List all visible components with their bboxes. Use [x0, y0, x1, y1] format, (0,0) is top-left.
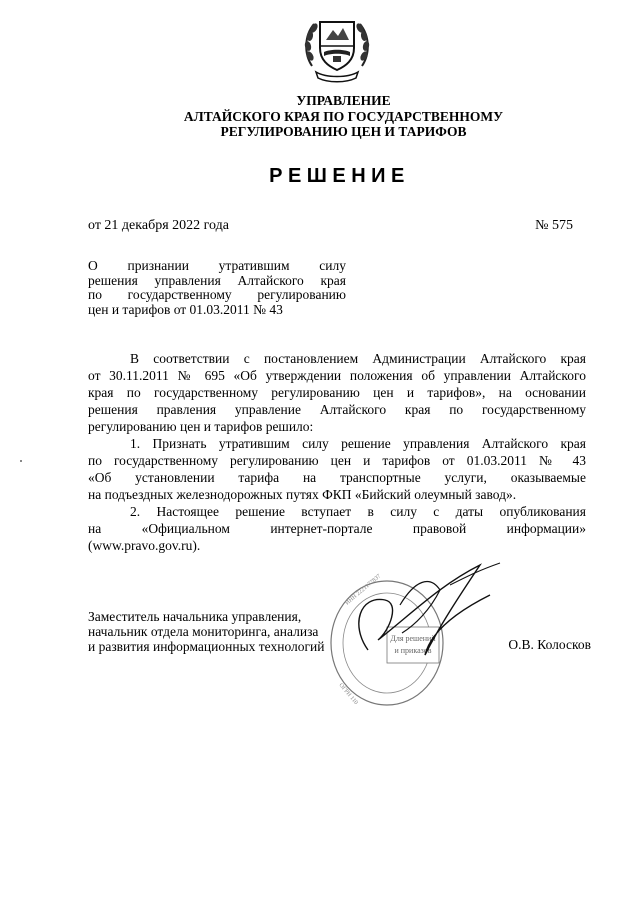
svg-text:ОГРН 110: ОГРН 110: [337, 682, 359, 707]
subject-line: по государственному регулированию: [88, 287, 346, 302]
body-line: 2. Настоящее решение вступает в силу с даты опубликования: [130, 504, 586, 519]
body-line: на подъездных железнодорожных путях ФКП «Бийский олеумный завод».: [88, 487, 517, 502]
body-line: 1. Признать утратившим силу решение управления Алтайского края: [130, 436, 586, 451]
signatory-name: О.В. Колосков: [508, 637, 591, 652]
position-line: Заместитель начальника управления,: [88, 609, 302, 624]
document-body: [88, 350, 586, 554]
org-line-2: АЛТАЙСКОГО КРАЯ ПО ГОСУДАРСТВЕННОМУ: [183, 108, 504, 124]
subject-line: О признании утратившим силу: [88, 258, 346, 273]
document-number: № 575: [535, 218, 573, 233]
body-line: (www.pravo.gov.ru).: [88, 538, 201, 553]
svg-text:Для решений: Для решений: [390, 634, 436, 643]
body-line: на «Официальном интернет-портале правовой информации»: [88, 521, 586, 536]
document-date: от 21 декабря 2022 года: [88, 218, 229, 233]
scan-artifact: [20, 460, 22, 462]
svg-text:ИНН 2221177837: ИНН 2221177837: [344, 573, 383, 607]
body-line: от 30.11.2011 № 695 «Об утверждении положения об управлении Алтайского: [88, 368, 586, 383]
handwritten-signature: [330, 555, 510, 675]
body-line: регулированию цен и тарифов решило:: [88, 419, 314, 434]
document-subject: [88, 259, 346, 317]
body-line: края по государственному регулированию цен и тарифов», на основании: [88, 385, 586, 400]
signatory-position: [88, 609, 325, 654]
body-line: «Об установлении тарифа на транспортные услуги, оказываемые: [88, 470, 586, 485]
position-line: и развития информационных технологий: [88, 639, 325, 654]
body-line: В соответствии с постановлением Администрации Алтайского края: [130, 351, 586, 366]
subject-line: цен и тарифов от 01.03.2011 № 43: [88, 301, 283, 317]
coat-of-arms-icon: [298, 8, 376, 86]
subject-line: решения управления Алтайского края: [88, 272, 346, 288]
org-line-1: УПРАВЛЕНИЕ: [296, 93, 391, 108]
org-line-3: РЕГУЛИРОВАНИЮ ЦЕН И ТАРИФОВ: [220, 124, 467, 139]
body-line: по государственному регулированию цен и тарифов от 01.03.2011 № 43: [88, 453, 586, 468]
svg-text:и приказов: и приказов: [394, 646, 432, 655]
organization-name: [0, 93, 639, 140]
document-title: РЕШЕНИЕ: [269, 165, 410, 187]
position-line: начальник отдела мониторинга, анализа: [88, 624, 319, 639]
body-line: решения правления управление Алтайского края по государственному: [88, 402, 586, 417]
